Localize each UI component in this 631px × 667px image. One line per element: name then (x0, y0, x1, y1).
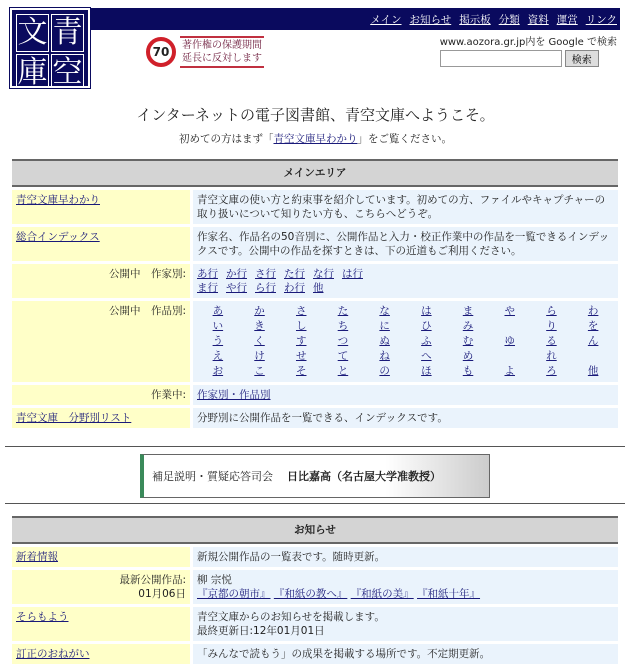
wip-label: 作業中: (12, 385, 193, 405)
nav-news[interactable]: お知らせ (409, 14, 452, 26)
nav-admin[interactable]: 運営 (556, 14, 578, 26)
kana-link[interactable]: な (379, 305, 390, 317)
search-label: www.aozora.gr.jp内を Google で検索 (439, 37, 617, 48)
table-row (12, 301, 618, 382)
kana-link[interactable]: き (254, 320, 265, 332)
table-row (12, 190, 618, 224)
new-info-link[interactable]: 新着情報 (16, 551, 58, 563)
kana-column (364, 304, 406, 379)
kana-link[interactable]: を (587, 320, 599, 332)
author-links-row (197, 267, 614, 281)
kana-link[interactable]: ん (587, 335, 599, 347)
soramoyou-link[interactable]: そらもよう (16, 611, 69, 623)
author-row-link[interactable]: ら行 (255, 282, 276, 294)
event-banner[interactable] (140, 454, 490, 498)
aozora-logo[interactable] (10, 8, 90, 88)
kana-link[interactable]: せ (295, 350, 307, 362)
row-text: 青空文庫の使い方と約束事を紹介しています。初めての方、ファイルやキャプチャーの取り扱いについて知りたい方も、こちらへどうぞ。 (193, 190, 618, 224)
kana-link[interactable]: つ (337, 335, 349, 347)
table-row (12, 227, 618, 261)
kana-link[interactable]: か (254, 305, 265, 317)
author-links (193, 264, 618, 298)
row-text: 作家名、作品名の50音別に、公開作品と入力・校正作業中の作品を一覧できるインデックスです。公開中の作品を探すときは、下の近道もご利用ください。 (193, 227, 618, 261)
news-header: お知らせ (12, 516, 618, 544)
updated-date: 最終更新日:12年01月01日 (197, 625, 325, 637)
kana-grid (197, 304, 614, 379)
index-link[interactable]: 総合インデックス (16, 231, 100, 243)
author-row-link[interactable]: ま行 (197, 282, 218, 294)
latest-author: 柳 宗悦 (197, 574, 232, 586)
kana-link[interactable]: た (337, 305, 349, 317)
top-nav (370, 12, 617, 27)
kana-link[interactable]: そ (295, 365, 307, 377)
badge-line: 延長に反対します (182, 53, 262, 64)
kana-link[interactable]: へ (421, 350, 432, 362)
kana-link[interactable]: ゆ (504, 335, 515, 347)
kana-link[interactable]: よ (504, 365, 515, 377)
kana-link[interactable]: は (421, 305, 432, 317)
kana-column (322, 304, 364, 379)
main-area-header: メインエリア (12, 159, 618, 187)
kana-link[interactable]: す (295, 335, 307, 347)
row-text: 青空文庫からのお知らせを掲載します。 (197, 611, 385, 623)
nav-category[interactable]: 分類 (498, 14, 520, 26)
kana-link[interactable]: あ (212, 305, 224, 317)
kana-column (531, 304, 573, 379)
kana-link (489, 319, 531, 334)
kana-link[interactable]: し (295, 320, 307, 332)
kana-link[interactable]: ろ (546, 365, 557, 377)
kana-link[interactable]: の (379, 365, 390, 377)
kana-link[interactable]: わ (587, 305, 599, 317)
logo-char: 青 (52, 15, 83, 50)
kana-column (280, 304, 322, 379)
quick-guide-link[interactable]: 青空文庫早わかり (16, 194, 100, 206)
intro-link[interactable]: 青空文庫早わかり (273, 133, 358, 145)
kana-link[interactable]: ち (337, 320, 349, 332)
kana-link[interactable]: や (504, 305, 515, 317)
intro-after: 」をご覧ください。 (357, 133, 452, 145)
kana-link[interactable]: に (379, 320, 390, 332)
kana-link (489, 349, 531, 364)
nav-docs[interactable]: 資料 (527, 14, 549, 26)
author-row-link[interactable]: た行 (284, 268, 305, 280)
kana-link[interactable]: て (337, 350, 349, 362)
kana-link (572, 349, 614, 364)
kana-link[interactable]: ほ (421, 365, 432, 377)
kana-link[interactable]: ぬ (379, 335, 390, 347)
table-row (12, 385, 618, 405)
works-label: 公開中 作品別: (12, 301, 193, 382)
latest-label: 最新公開作品: (119, 574, 186, 586)
logo-char: 庫 (17, 55, 48, 90)
kana-link[interactable]: け (254, 350, 265, 362)
author-links-row (197, 281, 614, 295)
kana-link[interactable]: と (337, 365, 349, 377)
kana-link[interactable]: ふ (421, 335, 432, 347)
kana-link[interactable]: ひ (421, 320, 432, 332)
row-text: 新規公開作品の一覧表です。随時更新。 (193, 547, 618, 567)
logo-char: 空 (52, 55, 83, 90)
work-link[interactable]: 『和紙の美』 (350, 588, 414, 600)
author-row-link[interactable]: は行 (342, 268, 363, 280)
row-text: 「みんなで読もう」の成果を掲載する場所です。不定期更新。 (193, 644, 618, 664)
work-link[interactable]: 『和紙の教へ』 (273, 588, 348, 600)
author-label: 公開中 作家別: (12, 264, 193, 298)
divider (5, 503, 625, 504)
author-row-link[interactable]: さ行 (255, 268, 276, 280)
kana-link[interactable]: ら (546, 305, 557, 317)
table-row (12, 644, 618, 664)
no-70-icon: 70 (146, 37, 176, 67)
intro-text (0, 131, 631, 146)
kana-link[interactable]: る (546, 335, 557, 347)
author-row-link[interactable]: わ行 (284, 282, 305, 294)
nav-links[interactable]: リンク (585, 14, 617, 26)
site-search (440, 33, 617, 67)
author-row-link[interactable]: な行 (313, 268, 334, 280)
nav-main[interactable]: メイン (370, 14, 402, 26)
kana-link[interactable]: み (462, 320, 474, 332)
main-area-table (12, 156, 618, 431)
kana-link[interactable]: め (462, 350, 474, 362)
kana-link[interactable]: こ (254, 365, 265, 377)
news-table (12, 513, 618, 667)
work-link[interactable]: 『京都の朝市』 (197, 588, 271, 600)
kana-link[interactable]: お (212, 365, 224, 377)
kana-link[interactable]: え (212, 350, 224, 362)
page-title: インターネットの電子図書館、青空文庫へようこそ。 (136, 106, 495, 124)
nav-board[interactable]: 掲示板 (459, 14, 491, 26)
copyright-campaign-banner[interactable] (146, 36, 264, 68)
kana-link[interactable]: れ (546, 350, 557, 362)
kana-link[interactable]: も (462, 365, 474, 377)
kana-link[interactable]: う (212, 335, 224, 347)
author-row-link[interactable]: や行 (226, 282, 247, 294)
banner-name: 日比嘉高（名古屋大学准教授） (287, 470, 441, 483)
kana-column (489, 304, 531, 379)
kana-column (197, 304, 239, 379)
correction-link[interactable]: 訂正のおねがい (16, 648, 90, 660)
genre-list-link[interactable]: 青空文庫 分野別リスト (16, 412, 132, 424)
table-row (12, 607, 618, 641)
kana-column (239, 304, 281, 379)
kana-column (447, 304, 489, 379)
table-row (12, 408, 618, 428)
kana-link[interactable]: さ (295, 305, 307, 317)
kana-column (572, 304, 614, 379)
kana-link[interactable]: い (212, 320, 224, 332)
kana-link[interactable]: ま (462, 305, 474, 317)
author-row-link[interactable]: 他 (313, 282, 324, 294)
banner-text: 補足説明・質疑応答司会 (152, 470, 273, 483)
kana-link[interactable]: ね (379, 350, 390, 362)
wip-link[interactable]: 作家別・作品別 (197, 389, 271, 401)
row-text: 分野別に公開作品を一覧できる、インデックスです。 (193, 408, 618, 428)
logo-char: 文 (17, 15, 48, 50)
search-button[interactable]: 検索 (565, 50, 599, 67)
intro-before: 初めての方はまず「 (179, 133, 274, 145)
kana-link[interactable]: む (462, 335, 474, 347)
divider (5, 446, 625, 447)
kana-link[interactable]: り (546, 320, 557, 332)
badge-line: 著作権の保護期間 (182, 40, 262, 51)
table-row (12, 570, 618, 604)
kana-link[interactable]: 他 (587, 365, 599, 377)
author-row-link[interactable]: あ行 (197, 268, 218, 280)
table-row (12, 264, 618, 298)
kana-link[interactable]: く (254, 335, 265, 347)
search-input[interactable] (440, 50, 562, 67)
work-link[interactable]: 『和紙十年』 (417, 588, 481, 600)
kana-column (406, 304, 448, 379)
latest-date: 01月06日 (138, 588, 186, 600)
author-row-link[interactable]: か行 (226, 268, 247, 280)
table-row (12, 547, 618, 567)
